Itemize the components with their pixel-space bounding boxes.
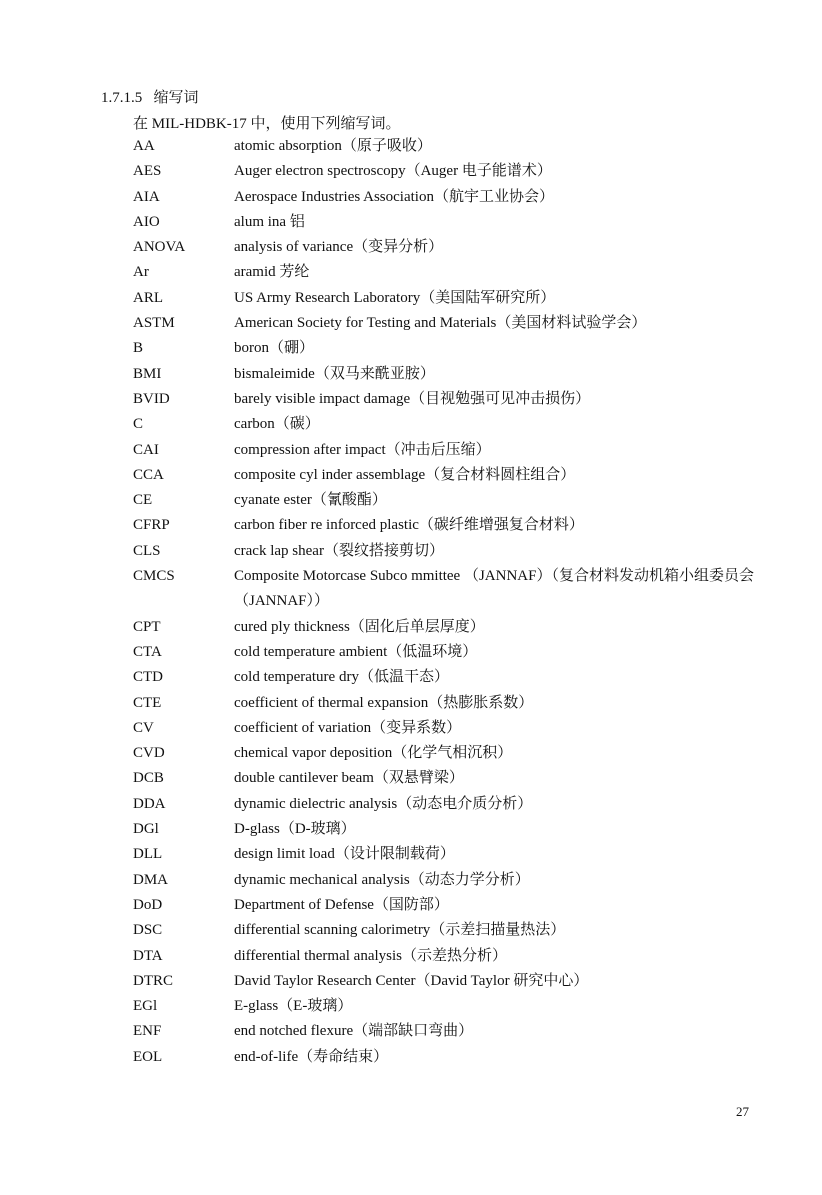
abbreviation: AIA	[133, 188, 160, 205]
abbreviation: CTD	[133, 669, 163, 686]
abbreviation: BMI	[133, 365, 162, 382]
list-item	[0, 185, 822, 210]
definition: atomic absorption（原子吸收）	[234, 138, 432, 154]
abbreviation: Ar	[133, 264, 149, 281]
list-item	[0, 513, 822, 538]
list-item	[0, 488, 822, 513]
abbreviation: CCA	[133, 466, 164, 483]
list-item	[0, 868, 822, 893]
list-item	[0, 842, 822, 867]
abbreviation: DMA	[133, 871, 169, 888]
abbreviation: CPT	[133, 618, 161, 635]
definition: cyanate ester（氰酸酯）	[234, 492, 387, 509]
definition: coefficient of variation（变异系数）	[234, 719, 462, 736]
list-item	[0, 387, 822, 412]
list-item	[0, 336, 822, 361]
abbreviation: CTE	[133, 694, 162, 711]
abbreviation: CMCS	[133, 568, 175, 585]
abbreviation: DLL	[133, 846, 163, 863]
section-heading	[101, 86, 199, 107]
abbreviation: AIO	[133, 213, 160, 230]
abbreviation: CV	[133, 719, 154, 736]
list-item	[0, 362, 822, 387]
definition: boron（硼）	[234, 340, 314, 357]
abbreviation: CAI	[133, 441, 159, 458]
section-title: 缩写词	[153, 90, 199, 106]
list-item	[0, 564, 822, 615]
list-item	[0, 235, 822, 260]
list-item	[0, 766, 822, 791]
list-item	[0, 741, 822, 766]
list-item	[0, 665, 822, 690]
list-item	[0, 893, 822, 918]
list-item	[0, 1019, 822, 1044]
definition: barely visible impact damage（目视勉强可见冲击损伤）	[234, 390, 591, 407]
list-item	[0, 691, 822, 716]
definition: end-of-life（寿命结束）	[234, 1048, 389, 1065]
list-item	[0, 159, 822, 184]
definition: Department of Defense（国防部）	[234, 896, 449, 913]
definition: Auger electron spectroscopy（Auger 电子能谱术）	[234, 163, 552, 180]
list-item	[0, 539, 822, 564]
abbreviation: DSC	[133, 922, 163, 939]
list-item	[0, 1045, 822, 1070]
definition: alum ina 铝	[234, 213, 305, 230]
definition: cured ply thickness（固化后单层厚度）	[234, 618, 485, 635]
definition: end notched flexure（端部缺口弯曲）	[234, 1023, 474, 1040]
list-item	[0, 944, 822, 969]
abbreviation: ARL	[133, 289, 163, 306]
abbreviation: C	[133, 416, 144, 433]
list-item	[0, 210, 822, 235]
abbreviation: ENF	[133, 1023, 162, 1040]
abbreviation: ASTM	[133, 315, 175, 332]
list-item	[0, 640, 822, 665]
list-item	[0, 463, 822, 488]
definition: coefficient of thermal expansion（热膨胀系数）	[234, 694, 534, 711]
definition: E-glass（E-玻璃）	[234, 998, 353, 1015]
definition: bismaleimide（双马来酰亚胺）	[234, 365, 435, 382]
definition: dynamic dielectric analysis（动态电介质分析）	[234, 795, 533, 812]
definition: carbon fiber re inforced plastic（碳纤维增强复合材料）	[234, 517, 584, 534]
abbreviation: ANOVA	[133, 239, 186, 256]
abbreviation: DGl	[133, 821, 159, 838]
definition: cold temperature dry（低温干态）	[234, 669, 449, 686]
list-item	[0, 792, 822, 817]
abbreviation-list	[0, 134, 822, 1070]
definition: dynamic mechanical analysis（动态力学分析）	[234, 871, 530, 888]
list-item	[0, 286, 822, 311]
list-item	[0, 615, 822, 640]
definition: American Society for Testing and Materials（美国材料试验学会）	[234, 315, 647, 332]
page-number: 27	[736, 1104, 749, 1119]
abbreviation: CFRP	[133, 517, 170, 534]
abbreviation: DTRC	[133, 972, 174, 989]
list-item	[0, 969, 822, 994]
abbreviation: CE	[133, 492, 153, 509]
abbreviation: CTA	[133, 643, 162, 660]
definition: composite cyl inder assemblage（复合材料圆柱组合）	[234, 466, 576, 483]
list-item	[0, 311, 822, 336]
abbreviation: CLS	[133, 542, 161, 559]
abbreviation: CVD	[133, 745, 165, 762]
abbreviation: DCB	[133, 770, 164, 787]
abbreviation: AA	[133, 138, 155, 154]
definition: aramid 芳纶	[234, 264, 310, 281]
abbreviation: DDA	[133, 795, 166, 812]
abbreviation: AES	[133, 163, 162, 180]
intro-text: 在 MIL-HDBK-17 中，使用下列缩写词。	[133, 116, 401, 132]
definition: analysis of variance（变异分析）	[234, 239, 444, 256]
section-number: 1.7.1.5	[101, 90, 143, 106]
list-item	[0, 412, 822, 437]
abbreviation: B	[133, 340, 144, 357]
list-item	[0, 994, 822, 1019]
list-item	[0, 260, 822, 285]
definition: Aerospace Industries Association（航宇工业协会）	[234, 188, 554, 205]
abbreviation: EGl	[133, 998, 158, 1015]
abbreviation: DoD	[133, 896, 163, 913]
definition: compression after impact（冲击后压缩）	[234, 441, 491, 458]
abbreviation: BVID	[133, 390, 170, 407]
definition: differential thermal analysis（示差热分析）	[234, 947, 507, 964]
definition: David Taylor Research Center（David Taylor 研究中心）	[234, 972, 589, 989]
definition: differential scanning calorimetry（示差扫描量热法）	[234, 922, 566, 939]
definition: US Army Research Laboratory（美国陆军研究所）	[234, 289, 556, 306]
definition: carbon（碳）	[234, 416, 320, 433]
definition: crack lap shear（裂纹搭接剪切）	[234, 542, 444, 559]
definition: cold temperature ambient（低温环境）	[234, 643, 478, 660]
list-item	[0, 817, 822, 842]
list-item	[0, 918, 822, 943]
definition: design limit load（设计限制载荷）	[234, 846, 455, 863]
list-item	[0, 438, 822, 463]
abbreviation: DTA	[133, 947, 163, 964]
definition: double cantilever beam（双悬臂梁）	[234, 770, 464, 787]
list-item	[0, 134, 822, 159]
list-item	[0, 716, 822, 741]
abbreviation: EOL	[133, 1048, 163, 1065]
definition: Composite Motorcase Subco mmittee （JANNAF）（复合材料发动机箱小组委员会（JANNAF））	[234, 568, 754, 610]
definition: chemical vapor deposition（化学气相沉积）	[234, 745, 513, 762]
definition: D-glass（D-玻璃）	[234, 821, 356, 838]
